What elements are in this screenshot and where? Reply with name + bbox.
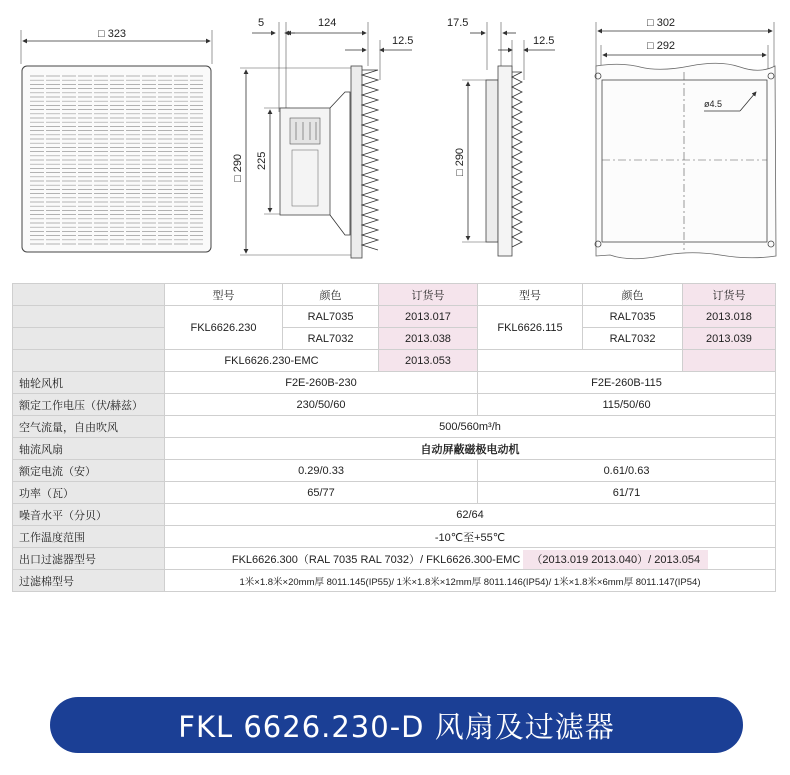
mat-label: 过滤棉型号 [13,570,165,592]
order-b1: 2013.018 [683,306,776,328]
table-row [13,482,776,504]
motor-label: 轴流风扇 [13,438,165,460]
current-label: 额定电流（安） [13,460,165,482]
table-row [13,548,776,570]
header-model-a: 型号 [165,284,283,306]
model-emc: FKL6626.230-EMC [165,350,379,372]
fan-label: 轴轮风机 [13,372,165,394]
side-view-filter [447,17,555,256]
outlet-codes: （2013.019 2013.040）/ 2013.054 [523,550,708,570]
fan-a: F2E-260B-230 [165,372,478,394]
table-row [13,394,776,416]
side2-fin-dim: 12.5 [533,35,555,47]
table-row [13,416,776,438]
color-a2: RAL7032 [283,328,379,350]
table-row [13,328,776,350]
table-row [13,460,776,482]
current-a: 0.29/0.33 [165,460,478,482]
color-b2: RAL7032 [583,328,683,350]
power-b: 61/71 [478,482,776,504]
side1-height-dim: □ 290 [232,153,244,182]
side1-inner-dim: 225 [256,151,268,170]
power-label: 功率（瓦） [13,482,165,504]
order-a1: 2013.017 [379,306,478,328]
table-row [13,438,776,460]
airflow-label: 空气流量，自由吹风 [13,416,165,438]
hole-dim: ø4.5 [704,99,723,109]
table-row [13,372,776,394]
side-view-fan [232,17,413,258]
model-b: FKL6626.115 [478,306,583,350]
mat: 1米×1.8米×20mm厚 8011.145(IP55)/ 1米×1.8米×12mm厚 8011.146(IP54)/ 1米×1.8米×6mm厚 8011.147(IP54) [165,570,776,592]
technical-drawings [0,0,790,280]
front-view [21,28,212,252]
voltage-a: 230/50/60 [165,394,478,416]
side1-offset-dim: 5 [258,17,265,29]
voltage-label: 额定工作电压（伏/赫兹） [13,394,165,416]
header-order-b: 订货号 [683,284,776,306]
airflow: 500/560m³/h [165,416,776,438]
outlet-label: 出口过滤器型号 [13,548,165,570]
voltage-b: 115/50/60 [478,394,776,416]
table-row [13,504,776,526]
cutout-outer-dim: □ 302 [647,17,676,29]
table-header-row [13,284,776,306]
color-a1: RAL7035 [283,306,379,328]
noise: 62/64 [165,504,776,526]
table-row [13,570,776,592]
current-b: 0.61/0.63 [478,460,776,482]
louver-lines [30,76,203,244]
temp-label: 工作温度范围 [13,526,165,548]
order-emc: 2013.053 [379,350,478,372]
cutout-inner-dim: □ 292 [647,40,676,52]
side1-fin-dim: 12.5 [392,35,414,47]
cutout-view [595,17,776,259]
table-row [13,306,776,328]
fan-b: F2E-260B-115 [478,372,776,394]
order-b2: 2013.039 [683,328,776,350]
side2-height-dim: □ 290 [454,147,466,176]
color-b1: RAL7035 [583,306,683,328]
order-a2: 2013.038 [379,328,478,350]
motor: 自动屏蔽磁极电动机 [165,438,776,460]
header-color-a: 颜色 [283,284,379,306]
header-color-b: 颜色 [583,284,683,306]
outlet-value [165,548,776,570]
outlet-main: FKL6626.300（RAL 7035 RAL 7032）/ FKL6626.300-EMC [231,553,521,566]
spec-table [12,283,776,592]
model-a: FKL6626.230 [165,306,283,350]
side1-depth-dim: 124 [318,17,337,29]
power-a: 65/77 [165,482,478,504]
header-order-a: 订货号 [379,284,478,306]
front-width-dim: □ 323 [98,28,127,40]
side2-offset-dim: 17.5 [447,17,469,29]
title-banner: FKL 6626.230-D 风扇及过滤器 [50,697,743,753]
header-model-b: 型号 [478,284,583,306]
noise-label: 噪音水平（分贝） [13,504,165,526]
table-row [13,350,776,372]
table-row [13,526,776,548]
temp: -10℃至+55℃ [165,526,776,548]
